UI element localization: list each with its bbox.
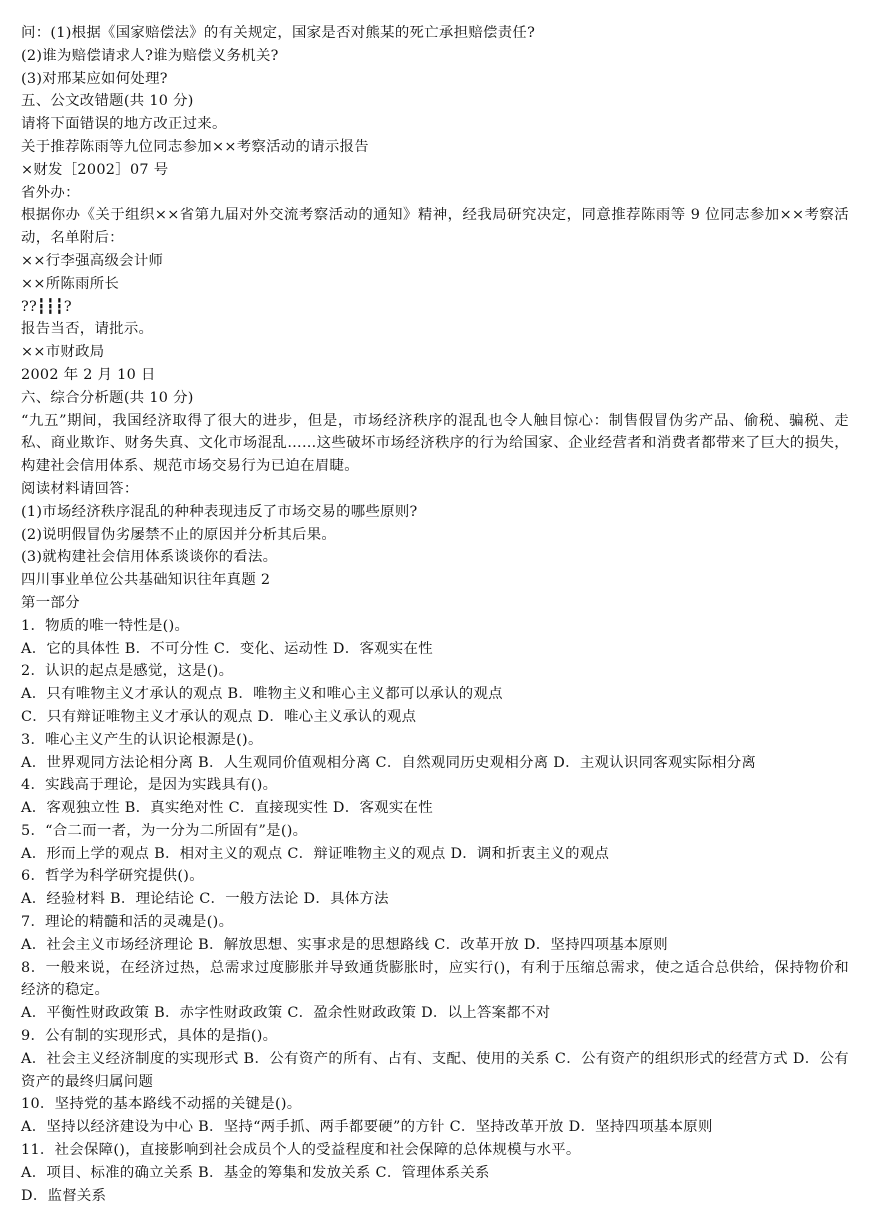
recipient: 省外办： <box>21 184 80 201</box>
paragraph: 根据你办《关于组织××省第九届对外交流考察活动的通知》精神，经我局研究决定，同意推荐陈雨等 9 位同志参加××考察活动，名单附后： <box>21 207 849 247</box>
answer-options: A．坚持以经济建设为中心 B．坚持“两手抓、两手都要硬”的方针 C．坚持改革开放 D．坚持四项基本原则 <box>21 1119 713 1136</box>
section-heading: 第一部分 <box>21 594 80 611</box>
text-line: 请将下面错误的地方改正过来。 <box>21 116 227 133</box>
text-line: (3)就构建社会信用体系谈谈你的看法。 <box>21 549 278 566</box>
text-line: (1)市场经济秩序混乱的种种表现违反了市场交易的哪些原则? <box>21 503 418 520</box>
answer-options: A．社会主义市场经济理论 B．解放思想、实事求是的思想路线 C．改革开放 D．坚持四项基本原则 <box>21 936 668 953</box>
section-heading: 五、公文改错题(共 10 分) <box>21 93 194 110</box>
text-line: ××行李强高级会计师 <box>21 252 164 269</box>
text-line: 阅读材料请回答： <box>21 480 139 497</box>
answer-options: A．客观独立性 B．真实绝对性 C．直接现实性 D．客观实在性 <box>21 800 433 817</box>
section-heading: 六、综合分析题(共 10 分) <box>21 389 194 406</box>
text-line: ??┇┇┇? <box>21 298 72 315</box>
document-number: ×财发［2002］07 号 <box>21 161 169 178</box>
question: 9．公有制的实现形式，具体的是指()。 <box>21 1028 278 1045</box>
question: 4．实践高于理论，是因为实践具有()。 <box>21 777 278 794</box>
section-heading: 四川事业单位公共基础知识往年真题 2 <box>21 572 271 589</box>
answer-options: D．监督关系 <box>21 1187 107 1204</box>
question: 3．唯心主义产生的认识论根源是()。 <box>21 731 263 748</box>
answer-options: A．经验材料 B．理论结论 C．一般方法论 D．具体方法 <box>21 891 389 908</box>
question: 2．认识的起点是感觉，这是()。 <box>21 663 234 680</box>
answer-options: A．世界观同方法论相分离 B．人生观同价值观相分离 C．自然观同历史观相分离 D．主观认识同客观实际相分离 <box>21 754 757 771</box>
answer-options: A．平衡性财政政策 B．赤字性财政政策 C．盈余性财政政策 D．以上答案都不对 <box>21 1005 551 1022</box>
text-line: (2)说明假冒伪劣屡禁不止的原因并分析其后果。 <box>21 526 337 543</box>
answer-options: C．只有辩证唯物主义才承认的观点 D．唯心主义承认的观点 <box>21 708 417 725</box>
question: 5．“合二而一者，为一分为二所固有”是()。 <box>21 822 308 839</box>
signature: ××市财政局 <box>21 344 105 361</box>
answer-options: A．形而上学的观点 B．相对主义的观点 C．辩证唯物主义的观点 D．调和折衷主义的观点 <box>21 845 610 862</box>
date: 2002 年 2 月 10 日 <box>21 366 156 383</box>
question: 11．社会保障()，直接影响到社会成员个人的受益程度和社会保障的总体规模与水平。 <box>21 1142 581 1159</box>
text-line: (2)谁为赔偿请求人?谁为赔偿义务机关? <box>21 47 279 64</box>
text-line: 问：(1)根据《国家赔偿法》的有关规定，国家是否对熊某的死亡承担赔偿责任? <box>21 25 536 41</box>
answer-options: A．社会主义经济制度的实现形式 B．公有资产的所有、占有、支配、使用的关系 C．公有资产的组织形式的经营方式 D．公有资产的最终归属问题 <box>21 1050 849 1090</box>
paragraph: “九五”期间，我国经济取得了很大的进步，但是，市场经济秩序的混乱也令人触目惊心：制售假冒伪劣产品、偷税、骗税、走私、商业欺诈、财务失真、文化市场混乱……这些破坏市场经济秩序的行为给国家、企业经营者和消费者都带来了巨大的损失，构建社会信用体系、规范市场交易行为已迫在眉睫。 <box>21 412 849 475</box>
text-line: 报告当否，请批示。 <box>21 321 154 338</box>
answer-options: A．项目、标准的确立关系 B．基金的筹集和发放关系 C．管理体系关系 <box>21 1164 490 1181</box>
answer-options: A．只有唯物主义才承认的观点 B．唯物主义和唯心主义都可以承认的观点 <box>21 686 503 703</box>
question: 1．物质的唯一特性是()。 <box>21 617 190 634</box>
text-line: (3)对邢某应如何处理? <box>21 70 168 87</box>
question: 8．一般来说，在经济过热，总需求过度膨胀并导致通货膨胀时，应实行()，有利于压缩总需求，使之适合总供给，保持物价和经济的稳定。 <box>21 959 849 999</box>
answer-options: A．它的具体性 B．不可分性 C．变化、运动性 D．客观实在性 <box>21 640 433 657</box>
document-title: 关于推荐陈雨等九位同志参加××考察活动的请示报告 <box>21 138 369 155</box>
text-line: ××所陈雨所长 <box>21 275 120 292</box>
question: 6．哲学为科学研究提供()。 <box>21 868 204 885</box>
question: 10．坚持党的基本路线不动摇的关键是()。 <box>21 1096 302 1113</box>
question: 7．理论的精髓和活的灵魂是()。 <box>21 914 234 931</box>
